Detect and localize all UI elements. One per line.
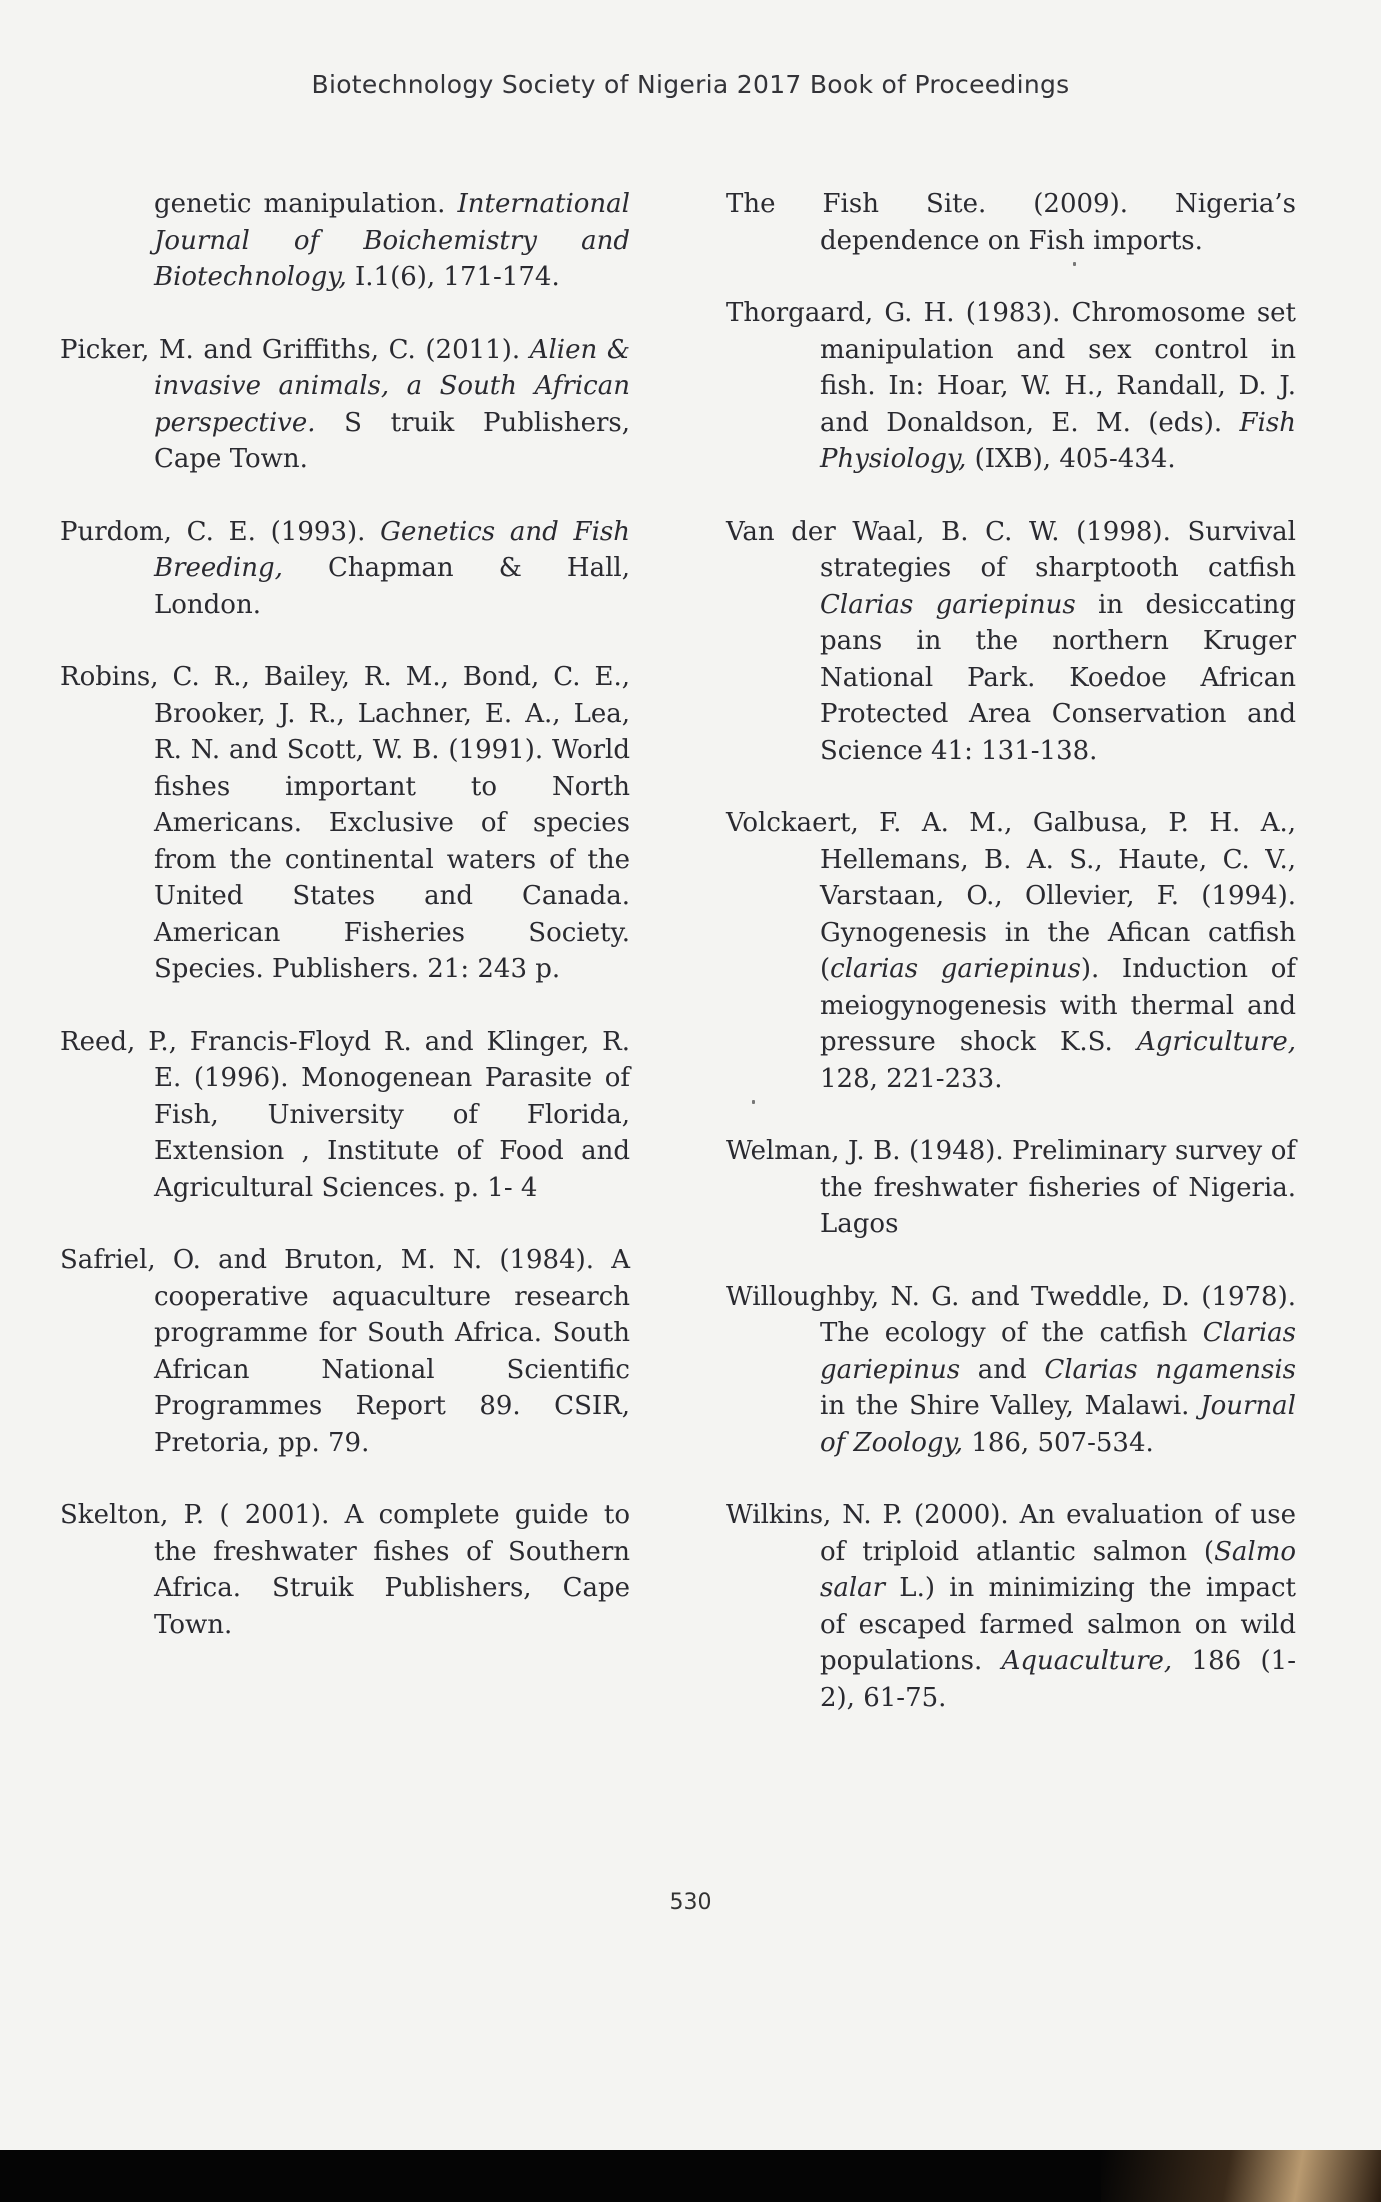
reference-italic-text: Clarias gariepinus (820, 1318, 1296, 1385)
reference-italic-text: clarias gariepinus (830, 954, 1081, 984)
reference-text: and (960, 1354, 1045, 1385)
reference-text: 128, 221-233. (820, 1063, 1003, 1094)
reference-entry-welman (726, 1133, 1296, 1243)
reference-entry-thorgaard (726, 295, 1296, 478)
references-right-column (726, 186, 1296, 1752)
references-left-column (60, 186, 630, 1679)
reference-text: I.1(6), 171-174. (346, 262, 560, 292)
reference-text: S truik Publishers, Cape Town. (154, 407, 630, 474)
reference-italic-text: Fish Physiology, (820, 407, 1296, 474)
reference-text: ). Induction of meiogynogenesis with thermal and pressure shock K.S. (820, 954, 1296, 1057)
reference-text: Reed, P., Francis-Floyd R. and Klinger, R. E. (1996). Monogenean Parasite of Fish, University of Florida, Extension , Institute of Food and Agricultural Sciences. p. 1- 4 (60, 1026, 630, 1203)
reference-entry-safriel (60, 1242, 630, 1461)
reference-entry-picker (60, 332, 630, 478)
reference-italic-text: Clarias gariepinus (820, 589, 1076, 620)
reference-italic-text: Salmo salar (820, 1536, 1296, 1603)
reference-text: (IXB), 405-434. (966, 444, 1176, 474)
reference-italic-text: Genetics and Fish Breeding, (154, 516, 631, 583)
reference-text: 186 (1-2), 61-75. (820, 1646, 1296, 1713)
reference-italic-text: Alien & invasive animals, a South African perspective. (154, 334, 630, 438)
reference-entry-cont (60, 186, 630, 296)
reference-text: Wilkins, N. P. (2000). An evaluation of use of triploid atlantic salmon ( (726, 1500, 1296, 1567)
reference-italic-text: Clarias ngamensis (1044, 1354, 1296, 1385)
reference-text: Skelton, P. ( 2001). A complete guide to the freshwater fishes of Southern Africa. Struik Publishers, Cape Town. (60, 1500, 630, 1640)
reference-text: Purdom, C. E. (1993). (60, 516, 381, 547)
reference-italic-text: Agriculture, (1136, 1027, 1296, 1057)
reference-text: Thorgaard, G. H. (1983). Chromosome set manipulation and sex control in fish. In: Hoar, W. H., Randall, D. J. and Donaldson, E. M. (eds). (726, 298, 1296, 438)
reference-text: Welman, J. B. (1948). Preliminary survey of the freshwater fisheries of Nigeria. Lagos (726, 1136, 1296, 1239)
reference-italic-text: Aquaculture, (1001, 1646, 1173, 1676)
reference-text: 186, 507-534. (963, 1427, 1154, 1458)
reference-text: in the Shire Valley, Malawi. (820, 1391, 1201, 1421)
reference-text: L.) in minimizing the impact of escaped farmed salmon on wild populations. (820, 1573, 1296, 1676)
scan-edge-glint (1101, 2150, 1381, 2202)
scan-speck (1073, 262, 1076, 266)
reference-entry-fishsite (726, 186, 1296, 259)
reference-italic-text: International Journal of Boichemistry and Biotechnology, (154, 189, 630, 292)
scan-edge-shadow (0, 2150, 1381, 2202)
reference-entry-wilkins (726, 1497, 1296, 1716)
reference-text: genetic manipulation. (154, 189, 458, 219)
reference-entry-purdom (60, 514, 630, 624)
reference-text: Volckaert, F. A. M., Galbusa, P. H. A., Hellemans, B. A. S., Haute, C. V., Varstaan, O., Ollevier, F. (1994). Gynogenesis in the Afican catfish ( (726, 808, 1296, 984)
reference-text: Van der Waal, B. C. W. (1998). Survival strategies of sharptooth catfish (726, 516, 1296, 583)
reference-text: Safriel, O. and Bruton, M. N. (1984). A cooperative aquaculture research programme for South Africa. South African National Scientific Programmes Report 89. CSIR, Pretoria, pp. 79. (60, 1245, 630, 1458)
reference-text: Picker, M. and Griffiths, C. (2011). (60, 334, 530, 365)
reference-entry-skelton (60, 1497, 630, 1643)
page-number: 530 (669, 1890, 712, 1915)
reference-text: Robins, C. R., Bailey, R. M., Bond, C. E., Brooker, J. R., Lachner, E. A., Lea, R. N. and Scott, W. B. (1991). World fishes important to North Americans. Exclusive of species from the continental waters of the United States and Canada. American Fisheries Society. Species. Publishers. 21: 243 p. (60, 662, 630, 984)
reference-text: in desiccating pans in the northern Kruger National Park. Koedoe African Protected Area Conservation and Science 41: 131-138. (820, 589, 1296, 766)
reference-text: The Fish Site. (2009). Nigeria’s dependence on Fish imports. (726, 189, 1296, 256)
reference-text: Chapman & Hall, London. (154, 553, 630, 620)
reference-entry-willoughby (726, 1279, 1296, 1462)
reference-entry-volckaert (726, 805, 1296, 1097)
reference-text: Willoughby, N. G. and Tweddle, D. (1978). The ecology of the catfish (726, 1281, 1296, 1348)
reference-entry-robins (60, 659, 630, 988)
reference-entry-vanderwaal (726, 514, 1296, 770)
scan-speck (752, 1100, 755, 1104)
running-header: Biotechnology Society of Nigeria 2017 Book of Proceedings (311, 70, 1070, 99)
reference-entry-reed (60, 1024, 630, 1207)
reference-italic-text: Journal of Zoology, (820, 1391, 1296, 1458)
